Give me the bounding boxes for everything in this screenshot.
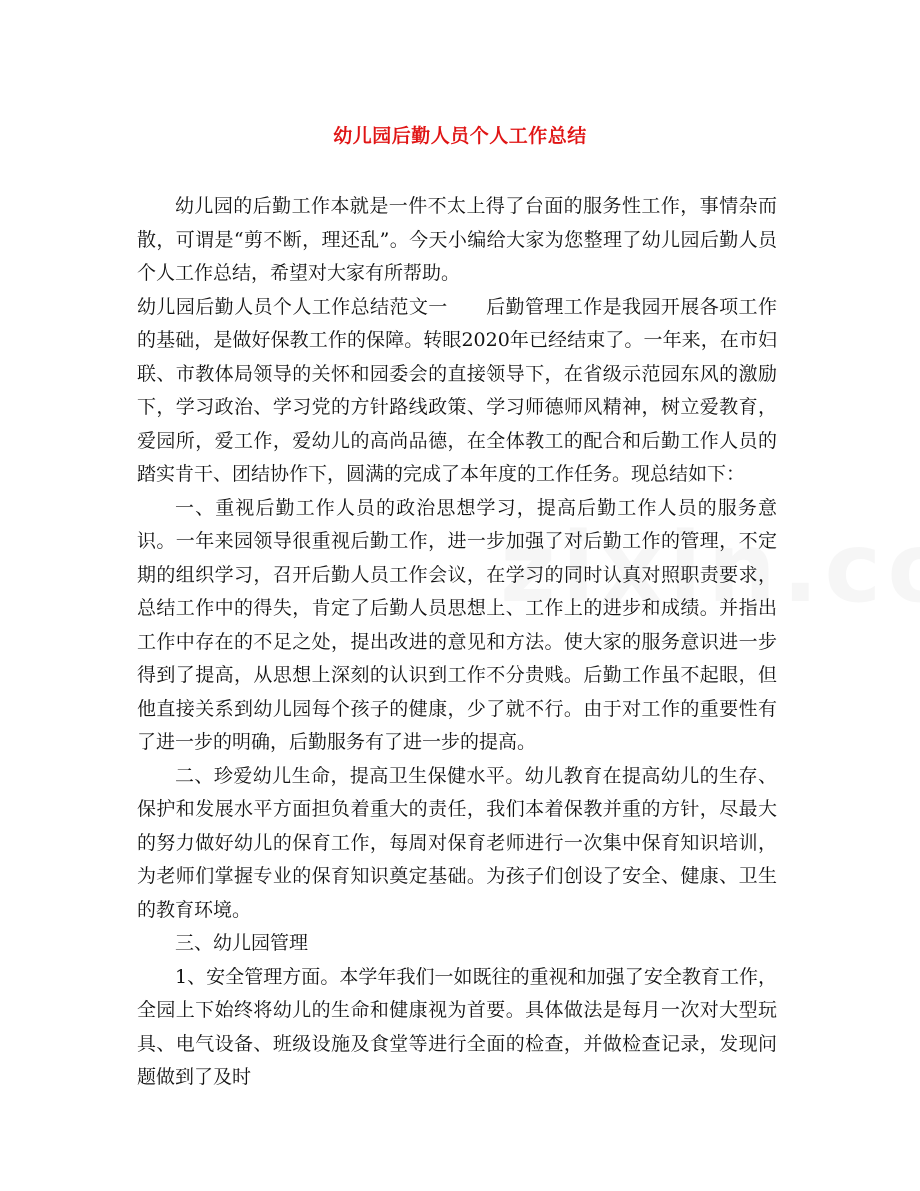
sample-paragraph [137, 291, 777, 492]
section-2-paragraph: 二、珍爱幼儿生命，提高卫生保健水平。幼儿教育在提高幼儿的生存、保护和发展水平方面担负着重大的责任，我们本着保教并重的方针，尽最大的努力做好幼儿的保育工作，每周对保育老师进行一次集中保育知识培训，为老师们掌握专业的保育知识奠定基础。为孩子们创设了安全、健康、卫生的教育环境。 [137, 764, 777, 921]
section-3-heading: 三、幼儿园管理 [175, 932, 309, 954]
sample-body: 后勤管理工作是我园开展各项工作的基础，是做好保教工作的保障。转眼2020年已经结束了。一年来，在市妇联、市教体局领导的关怀和园委会的直接领导下，在省级示范园东风的激励下，学习政治、学习党的方针路线政策、学习师德师风精神，树立爱教育，爱园所，爱工作，爱幼儿的高尚品德，在全体教工的配合和后勤工作人员的踏实肯干、团结协作下，圆满的完成了本年度的工作任务。现总结如下： [137, 295, 777, 485]
section-1-paragraph: 一、重视后勤工作人员的政治思想学习，提高后勤工作人员的服务意识。一年来园领导很重视后勤工作，进一步加强了对后勤工作的管理，不定期的组织学习，召开后勤人员工作会议，在学习的同时认真对照职责要求，总结工作中的得失，肯定了后勤人员思想上、工作上的进步和成绩。并指出工作中存在的不足之处，提出改进的意见和方法。使大家的服务意识进一步得到了提高，从思想上深刻的认识到工作不分贵贱。后勤工作虽不起眼，但他直接关系到幼儿园每个孩子的健康，少了就不行。由于对工作的重要性有了进一步的明确，后勤服务有了进一步的提高。 [137, 496, 777, 753]
sample-heading: 幼儿园后勤人员个人工作总结范文一 [137, 295, 448, 318]
intro-paragraph: 幼儿园的后勤工作本就是一件不太上得了台面的服务性工作，事情杂而散，可谓是“剪不断，理还乱”。今天小编给大家为您整理了幼儿园后勤人员个人工作总结，希望对大家有所帮助。 [137, 195, 777, 284]
document-title: 幼儿园后勤人员个人工作总结 [333, 125, 587, 147]
section-3-item-1-paragraph: 1、安全管理方面。本学年我们一如既往的重视和加强了安全教育工作，全园上下始终将幼儿的生命和健康视为首要。具体做法是每月一次对大型玩具、电气设备、班级设施及食堂等进行全面的检查，并做检查记录，发现问题做到了及时 [137, 965, 777, 1088]
document-body [137, 190, 777, 1095]
